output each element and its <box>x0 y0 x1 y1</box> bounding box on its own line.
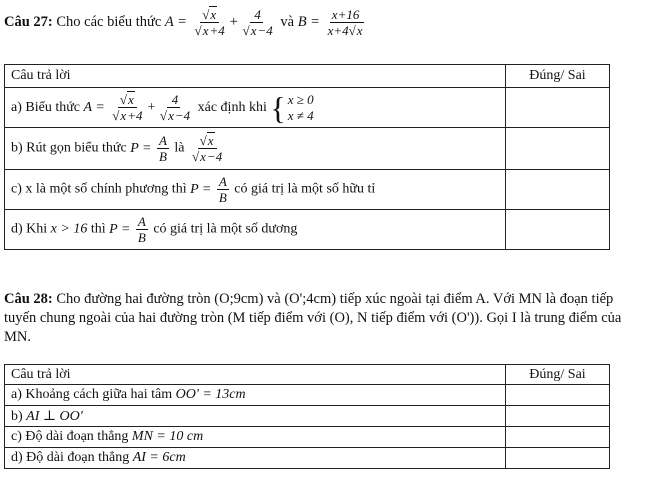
table-row <box>5 385 610 406</box>
answer-cell-28c[interactable] <box>506 427 610 448</box>
expression-b: B = $\frac{x+16}{x+4√x}$ <box>297 7 363 38</box>
statement-28c: c) Độ dài đoạn thẳng MN = 10 cm <box>5 427 506 448</box>
table-28-header-answer: Câu trả lời <box>5 365 506 385</box>
statement-28d: d) Độ dài đoạn thẳng AI = 6cm <box>5 448 506 469</box>
expression-a: A = $\frac{√x}{√x+4}$ + $\frac{4}{√x-4}$ <box>164 7 273 38</box>
answer-table-27 <box>4 64 610 250</box>
statement-27d: d) Khi x > 16 thì P = $\frac{A}{B}$ có giá trị là một số dương <box>5 210 506 250</box>
statement-27b: b) Rút gọn biểu thức P = $\frac{A}{B}$ là $\frac{√x}{√x-4}$ <box>5 128 506 170</box>
table-row <box>5 128 610 170</box>
table-row <box>5 170 610 210</box>
table-row <box>5 448 610 469</box>
table-row <box>5 88 610 128</box>
question-27 <box>4 8 368 37</box>
answer-cell-28d[interactable] <box>506 448 610 469</box>
question-27-and: và <box>280 13 295 30</box>
statement-27c: c) x là một số chính phương thì P = $\frac{A}{B}$ có giá trị là một số hữu tỉ <box>5 170 506 210</box>
statement-28b: b) AI ⊥ OO' <box>5 406 506 427</box>
question-28-text: Cho đường hai đường tròn (O;9cm) và (O';4cm) tiếp xúc ngoài tại điểm A. Với MN là đoạn tiếp tuyến chung ngoài của hai đường tròn (M tiếp điểm với (O), N tiếp điểm với (O')). Gọi I là trung điểm của MN. <box>4 291 622 345</box>
table-28-header-true-false: Đúng/ Sai <box>506 365 610 385</box>
statement-27a: a) Biểu thức A = $\frac{√x}{√x+4}$ + $\frac{4}{√x-4}$ xác định khi { x ≥ 0 x ≠ 4 <box>5 88 506 128</box>
answer-cell-27b[interactable] <box>506 128 610 170</box>
answer-cell-27d[interactable] <box>506 210 610 250</box>
question-27-label: Câu 27: <box>4 13 53 30</box>
table-row <box>5 210 610 250</box>
question-28 <box>4 290 642 347</box>
question-28-label: Câu 28: <box>4 291 53 307</box>
answer-cell-28b[interactable] <box>506 406 610 427</box>
table-row <box>5 427 610 448</box>
question-27-intro: Cho các biểu thức <box>56 13 162 30</box>
table-row <box>5 406 610 427</box>
answer-cell-28a[interactable] <box>506 385 610 406</box>
table-27-header-true-false: Đúng/ Sai <box>506 65 610 88</box>
statement-28a: a) Khoảng cách giữa hai tâm OO' = 13cm <box>5 385 506 406</box>
table-27-header-answer: Câu trả lời <box>5 65 506 88</box>
answer-table-28 <box>4 364 610 469</box>
answer-cell-27a[interactable] <box>506 88 610 128</box>
answer-cell-27c[interactable] <box>506 170 610 210</box>
